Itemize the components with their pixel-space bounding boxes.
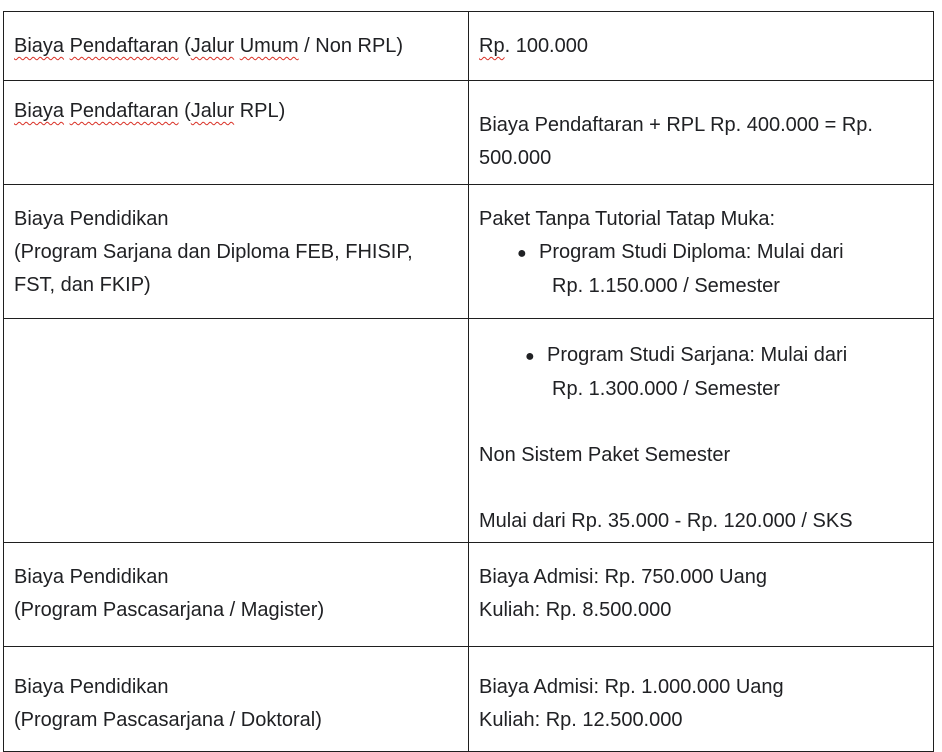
table-row [4, 647, 934, 752]
cell-text: (Program Pascasarjana / Magister) [14, 599, 325, 621]
list-item: ● Program Studi Sarjana: Mulai dari [479, 339, 923, 373]
cell-text: Rp. 100.000 [479, 35, 588, 57]
table-cell-label [4, 185, 469, 319]
table-cell-label [4, 319, 469, 543]
cell-text: Biaya Admisi: Rp. 750.000 Uang [479, 566, 767, 588]
cell-text: Non Sistem Paket Semester [479, 444, 731, 466]
cell-text: Kuliah: Rp. 12.500.000 [479, 709, 683, 731]
table-cell-label [4, 647, 469, 752]
table-cell-value [469, 543, 934, 647]
table-cell-value [469, 319, 934, 543]
table-cell-value [469, 81, 934, 185]
cell-text: Biaya Pendaftaran (Jalur Umum / Non RPL) [14, 35, 404, 57]
table-cell-value [469, 647, 934, 752]
fee-table [3, 11, 934, 752]
cell-text: Biaya Pendidikan [14, 208, 169, 230]
table-row [4, 543, 934, 647]
cell-text: FST, dan FKIP) [14, 274, 151, 296]
table-row [4, 81, 934, 185]
cell-text: Biaya Pendidikan [14, 676, 169, 698]
cell-text: Rp. 1.300.000 / Semester [552, 378, 780, 400]
cell-text: Biaya Pendaftaran + RPL Rp. 400.000 = Rp. [479, 114, 873, 136]
table-row [4, 319, 934, 543]
cell-text: (Program Pascasarjana / Doktoral) [14, 709, 322, 731]
table-cell-label [4, 12, 469, 81]
table-cell-label [4, 543, 469, 647]
list-item: ● Program Studi Diploma: Mulai dari [479, 236, 923, 270]
table-row [4, 12, 934, 81]
cell-text: Paket Tanpa Tutorial Tatap Muka: [479, 208, 776, 230]
table-row [4, 185, 934, 319]
table-cell-label [4, 81, 469, 185]
table-cell-value [469, 12, 934, 81]
table-cell-value [469, 185, 934, 319]
cell-text: Kuliah: Rp. 8.500.000 [479, 599, 672, 621]
cell-text: Rp. 1.150.000 / Semester [552, 275, 780, 297]
cell-text: (Program Sarjana dan Diploma FEB, FHISIP, [14, 241, 413, 263]
cell-text: 500.000 [479, 147, 552, 169]
bullet-icon: ● [525, 348, 535, 365]
cell-text: Biaya Pendaftaran (Jalur RPL) [14, 100, 286, 122]
cell-text: Mulai dari Rp. 35.000 - Rp. 120.000 / SKS [479, 510, 853, 532]
bullet-icon: ● [517, 245, 527, 262]
cell-text: Biaya Admisi: Rp. 1.000.000 Uang [479, 676, 784, 698]
cell-text: Biaya Pendidikan [14, 566, 169, 588]
